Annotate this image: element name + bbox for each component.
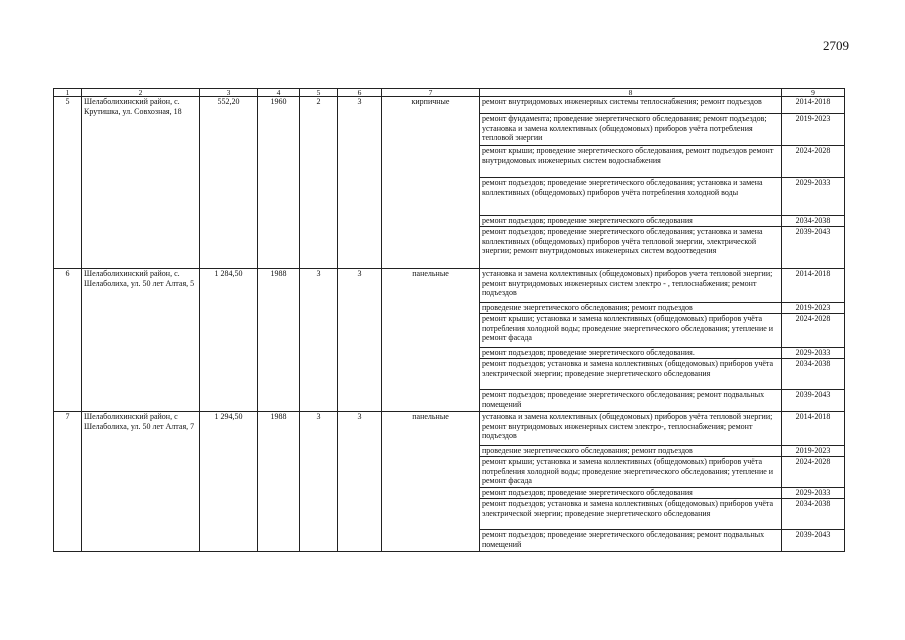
entrance-count: 3 <box>338 269 382 412</box>
column-number: 5 <box>300 89 338 97</box>
column-number: 2 <box>82 89 200 97</box>
wall-material: кирпичные <box>382 97 480 269</box>
house-number: 6 <box>54 269 82 412</box>
house-address: Шелаболихинский район, с Шелаболиха, ул. 50 лет Алтая, 7 <box>82 412 200 552</box>
work-period: 2039-2043 <box>782 227 845 269</box>
work-period: 2019-2023 <box>782 303 845 314</box>
table-row <box>54 412 845 446</box>
work-description: ремонт крыши; проведение энергетического обследования, ремонт подъездов ремонт внутридомовых инженерных систем водоснабжения <box>480 146 782 178</box>
build-year: 1988 <box>258 269 300 412</box>
entrance-count: 3 <box>338 97 382 269</box>
work-description: установка и замена коллективных (общедомовых) приборов учёта тепловой энергии; ремонт внутридомовых инженерных систем электро-, теплоснабжения; ремонт подъездов <box>480 412 782 446</box>
wall-material: панельные <box>382 269 480 412</box>
house-address: Шелаболихинский район, с. Шелаболиха, ул. 50 лет Алтая, 5 <box>82 269 200 412</box>
work-description: ремонт подъездов; проведение энергетического обследования; ремонт подвальных помещений <box>480 530 782 552</box>
floor-count: 3 <box>300 269 338 412</box>
work-period: 2019-2023 <box>782 114 845 146</box>
column-number: 4 <box>258 89 300 97</box>
house-area: 1 294,50 <box>200 412 258 552</box>
work-description: ремонт подъездов; проведение энергетического обследования; установка и замена коллективных (общедомовых) приборов учёта тепловой энергии, электрической энергии; ремонт внутридомовых инженерных систем водоотведения <box>480 227 782 269</box>
work-description: ремонт крыши; установка и замена коллективных (общедомовых) приборов учёта потребления холодной воды; проведение энергетического обследования; утепление и ремонт фасада <box>480 314 782 348</box>
work-description: проведение энергетического обследования; ремонт подъездов <box>480 446 782 457</box>
column-number-row <box>54 89 845 97</box>
work-period: 2024-2028 <box>782 457 845 488</box>
work-description: ремонт подъездов; проведение энергетического обследования; установка и замена коллективных (общедомовых) приборов учёта потребления холодной воды <box>480 178 782 216</box>
floor-count: 3 <box>300 412 338 552</box>
work-description: ремонт фундамента; проведение энергетического обследования; ремонт подъездов; установка и замена коллективных (общедомовых) приборов учёта потребления тепловой энергии <box>480 114 782 146</box>
column-number: 3 <box>200 89 258 97</box>
work-description: ремонт подъездов; проведение энергетического обследования; ремонт подвальных помещений <box>480 390 782 412</box>
work-description: проведение энергетического обследования; ремонт подъездов <box>480 303 782 314</box>
work-period: 2014-2018 <box>782 269 845 303</box>
work-description: ремонт подъездов; проведение энергетического обследования <box>480 488 782 499</box>
build-year: 1960 <box>258 97 300 269</box>
page-number: 2709 <box>823 38 849 53</box>
column-number: 9 <box>782 89 845 97</box>
column-number: 8 <box>480 89 782 97</box>
table-row <box>54 269 845 303</box>
house-number: 7 <box>54 412 82 552</box>
column-number: 6 <box>338 89 382 97</box>
work-period: 2029-2033 <box>782 348 845 359</box>
work-description: ремонт подъездов; проведение энергетического обследования. <box>480 348 782 359</box>
work-description: ремонт внутридомовых инженерных системы теплоснабжения; ремонт подъездов <box>480 97 782 114</box>
work-period: 2029-2033 <box>782 178 845 216</box>
wall-material: панельные <box>382 412 480 552</box>
build-year: 1988 <box>258 412 300 552</box>
house-number: 5 <box>54 97 82 269</box>
work-description: ремонт крыши; установка и замена коллективных (общедомовых) приборов учёта потребления холодной воды; проведение энергетического обследования; утепление и ремонт фасада <box>480 457 782 488</box>
work-period: 2019-2023 <box>782 446 845 457</box>
work-period: 2014-2018 <box>782 412 845 446</box>
housing-repair-table <box>53 88 845 552</box>
entrance-count: 3 <box>338 412 382 552</box>
work-period: 2024-2028 <box>782 314 845 348</box>
work-description: установка и замена коллективных (общедомовых) приборов учета тепловой энергии; ремонт внутридомовых инженерных систем электро - , теплоснабжения; ремонт подъездов <box>480 269 782 303</box>
table-row <box>54 97 845 114</box>
work-description: ремонт подъездов; проведение энергетического обследования <box>480 216 782 227</box>
table-body <box>54 89 845 552</box>
column-number: 1 <box>54 89 82 97</box>
work-period: 2029-2033 <box>782 488 845 499</box>
house-address: Шелаболихинский район, с. Крутишка, ул. Совхозная, 18 <box>82 97 200 269</box>
house-area: 1 284,50 <box>200 269 258 412</box>
work-period: 2039-2043 <box>782 390 845 412</box>
work-period: 2039-2043 <box>782 530 845 552</box>
work-description: ремонт подъездов; установка и замена коллективных (общедомовых) приборов учёта электрической энергии; проведение энергетического обследования <box>480 359 782 390</box>
work-period: 2014-2018 <box>782 97 845 114</box>
house-area: 552,20 <box>200 97 258 269</box>
floor-count: 2 <box>300 97 338 269</box>
work-period: 2034-2038 <box>782 216 845 227</box>
column-number: 7 <box>382 89 480 97</box>
work-description: ремонт подъездов; установка и замена коллективных (общедомовых) приборов учёта электрической энергии; проведение энергетического обследования <box>480 499 782 530</box>
work-period: 2024-2028 <box>782 146 845 178</box>
work-period: 2034-2038 <box>782 499 845 530</box>
work-period: 2034-2038 <box>782 359 845 390</box>
